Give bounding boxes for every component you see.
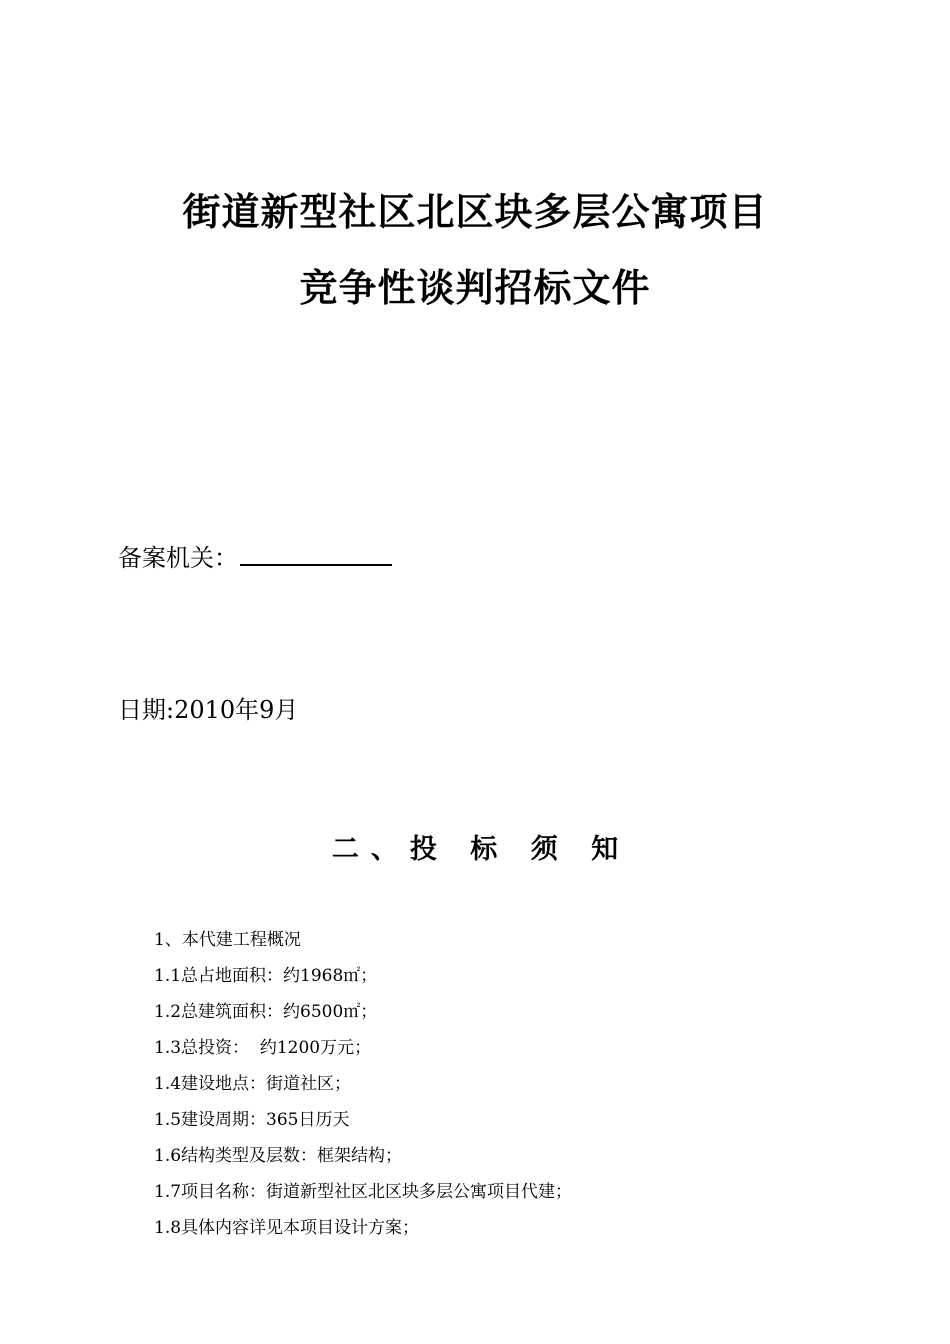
document-title-line2: 竞争性谈判招标文件 (299, 266, 651, 310)
filing-agency-blank (240, 542, 392, 566)
list-item: 1.3总投资： 约1200万元； (154, 1038, 372, 1058)
filing-agency-line (118, 542, 392, 574)
filing-agency-label: 备案机关： (118, 544, 238, 572)
project-overview-list (154, 922, 572, 1246)
section-heading: 二、投 标 须 知 (331, 834, 631, 865)
list-item: 1、本代建工程概况 (154, 930, 301, 950)
document-date: 日期:2010年9月 (118, 696, 299, 724)
list-item: 1.4建设地点：街道社区； (154, 1074, 352, 1094)
list-item: 1.8具体内容详见本项目设计方案； (154, 1218, 420, 1238)
document-title-line1: 街道新型社区北区块多层公寓项目 (182, 190, 768, 234)
list-item: 1.6结构类型及层数：框架结构； (154, 1146, 403, 1166)
list-item: 1.5建设周期：365日历天 (154, 1110, 350, 1130)
list-item: 1.1总占地面积：约1968㎡； (154, 966, 378, 986)
list-item: 1.7项目名称：街道新型社区北区块多层公寓项目代建； (154, 1182, 573, 1202)
list-item: 1.2总建筑面积：约6500㎡； (154, 1002, 378, 1022)
